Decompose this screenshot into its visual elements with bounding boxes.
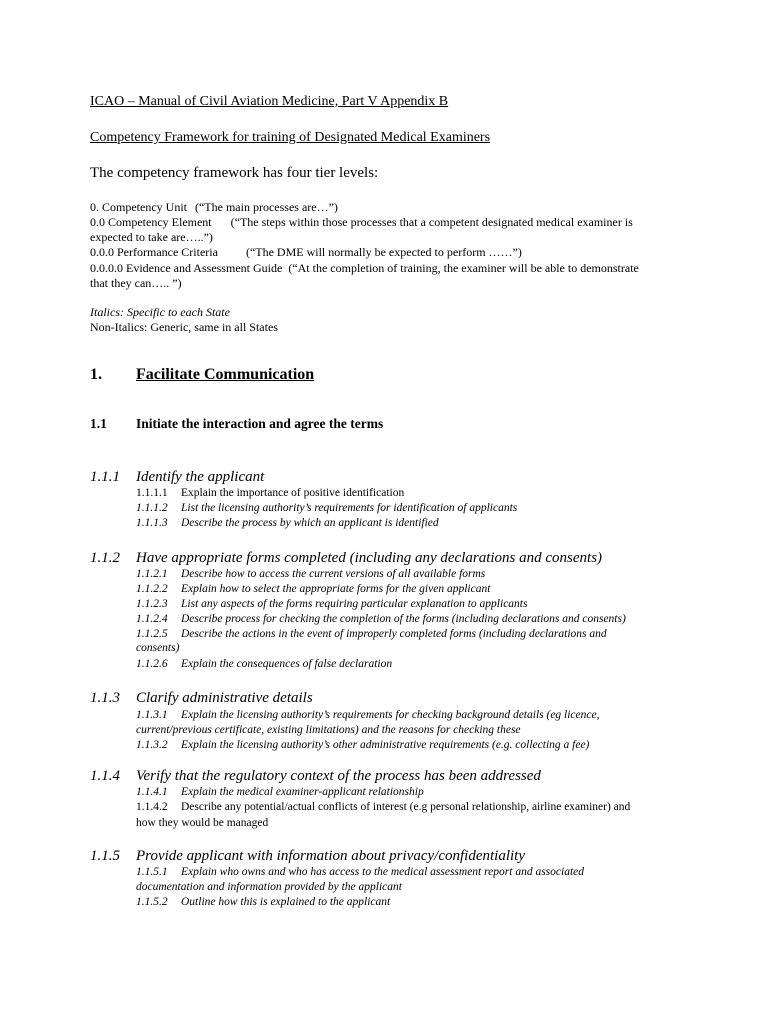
item-1-1-2-2: 1.1.2.2 Explain how to select the appropriate forms for the given applicant [136, 583, 491, 595]
criteria-1-1-1: 1.1.1 Identify the applicant [90, 469, 265, 485]
item-1-1-4-2: 1.1.4.2 Describe any potential/actual conflicts of interest (e.g personal relationship, airline examiner) and [136, 801, 631, 813]
item-1-1-5-1-cont: documentation and information provided by the applicant [136, 881, 402, 893]
item-1-1-2-6: 1.1.2.6 Explain the consequences of false declaration [136, 658, 393, 670]
tier-0: 0. Competency Unit (“The main processes are…”) [90, 200, 338, 214]
tier-3-cont: that they can….. ”) [90, 276, 182, 290]
criteria-1-1-2: 1.1.2 Have appropriate forms completed (including any declarations and consents) [90, 550, 603, 566]
competency-element-heading: 1.1 Initiate the interaction and agree the terms [90, 416, 384, 431]
item-1-1-4-2-cont: how they would be managed [136, 817, 269, 829]
document-title: ICAO – Manual of Civil Aviation Medicine, Part V Appendix B [90, 94, 449, 109]
item-1-1-2-5: 1.1.2.5 Describe the actions in the event of improperly completed forms (including declarations and [136, 628, 607, 640]
item-1-1-3-2: 1.1.3.2 Explain the licensing authority’s other administrative requirements (e.g. collecting a fee) [136, 739, 590, 751]
competency-unit-heading: 1. Facilitate Communication [90, 366, 315, 383]
intro-text: The competency framework has four tier levels: [90, 165, 379, 181]
item-1-1-2-3: 1.1.2.3 List any aspects of the forms requiring particular explanation to applicants [136, 598, 528, 610]
item-1-1-1-1: 1.1.1.1 Explain the importance of positive identification [136, 487, 405, 499]
item-1-1-4-1: 1.1.4.1 Explain the medical examiner-applicant relationship [136, 786, 424, 798]
criteria-1-1-5: 1.1.5 Provide applicant with information about privacy/confidentiality [90, 848, 525, 864]
tier-1-cont: expected to take are…..”) [90, 230, 213, 244]
item-1-1-5-1: 1.1.5.1 Explain who owns and who has access to the medical assessment report and associated [136, 866, 584, 878]
item-1-1-3-1-cont: current/previous certificate, existing limitations) and the reasons for checking these [136, 724, 521, 736]
tier-3: 0.0.0.0 Evidence and Assessment Guide (“At the completion of training, the examiner will be able to demonstrate [90, 261, 639, 275]
item-1-1-3-1: 1.1.3.1 Explain the licensing authority’s requirements for checking background details (eg licence, [136, 709, 600, 721]
tier-2: 0.0.0 Performance Criteria (“The DME will normally be expected to perform ……”) [90, 245, 522, 259]
document-subtitle: Competency Framework for training of Designated Medical Examiners [90, 130, 491, 145]
tier-1: 0.0 Competency Element (“The steps within those processes that a competent designated medical examiner is [90, 215, 633, 229]
legend-italics: Italics: Specific to each State [90, 305, 230, 319]
item-1-1-2-4: 1.1.2.4 Describe process for checking the completion of the forms (including declarations and consents) [136, 613, 626, 625]
item-1-1-2-5-cont: consents) [136, 642, 180, 654]
item-1-1-1-2: 1.1.1.2 List the licensing authority’s requirements for identification of applicants [136, 502, 518, 514]
criteria-1-1-3: 1.1.3 Clarify administrative details [90, 690, 313, 706]
item-1-1-1-3: 1.1.1.3 Describe the process by which an applicant is identified [136, 517, 439, 529]
criteria-1-1-4: 1.1.4 Verify that the regulatory context of the process has been addressed [90, 768, 541, 784]
item-1-1-2-1: 1.1.2.1 Describe how to access the current versions of all available forms [136, 568, 486, 580]
legend-non-italics: Non-Italics: Generic, same in all States [90, 320, 278, 334]
item-1-1-5-2: 1.1.5.2 Outline how this is explained to the applicant [136, 896, 391, 908]
